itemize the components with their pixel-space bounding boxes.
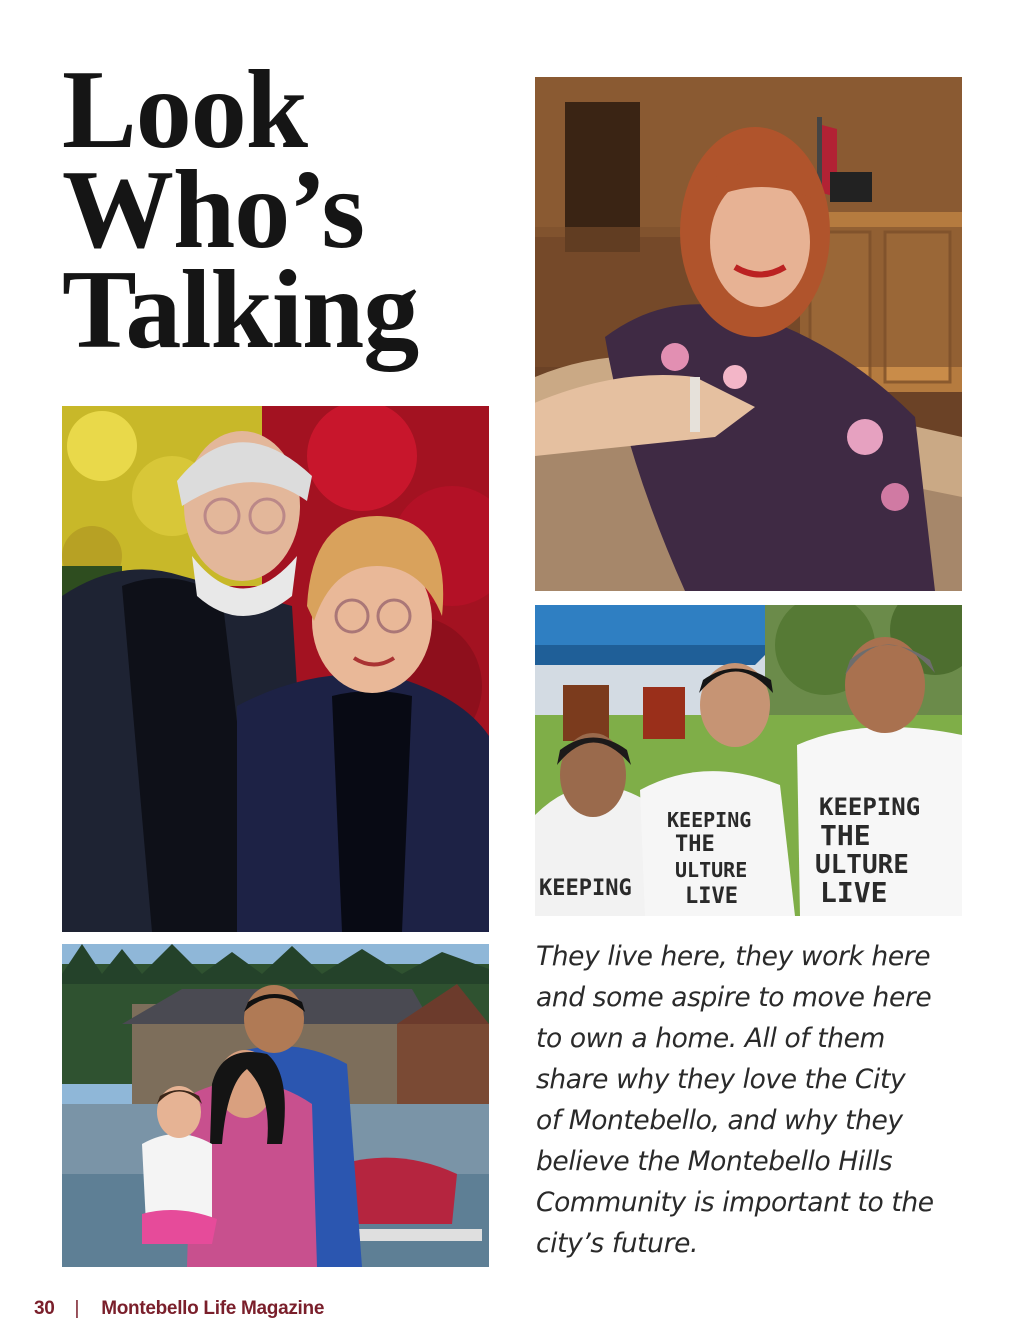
intro-line: They live here, they work here <box>536 941 931 972</box>
photo-family-lake <box>62 944 489 1267</box>
page-title <box>62 48 502 372</box>
intro-line: share why they love the City <box>536 1064 906 1095</box>
photo-woman-courtroom <box>535 77 962 591</box>
shirt-text-right: KEEPING <box>819 793 921 821</box>
svg-text:THE: THE <box>675 832 715 857</box>
svg-text:ULTURE: ULTURE <box>815 850 909 880</box>
photo-older-couple <box>62 406 489 932</box>
shirt-text-left: KEEPING <box>539 876 632 901</box>
svg-text:ULTURE: ULTURE <box>675 858 748 882</box>
intro-line: to own a home. All of them <box>536 1023 885 1054</box>
photo-festival-group <box>535 605 962 916</box>
intro-line: of Montebello, and why they <box>536 1105 903 1136</box>
title-line: Who’s <box>62 148 365 272</box>
title-line: Talking <box>62 248 419 372</box>
svg-text:LIVE: LIVE <box>820 876 888 909</box>
svg-text:LIVE: LIVE <box>685 884 738 909</box>
intro-line: Community is important to the <box>536 1187 934 1218</box>
shirt-text-middle: KEEPING <box>667 808 752 832</box>
intro-line: believe the Montebello Hills <box>536 1146 893 1177</box>
page-footer <box>34 1298 324 1320</box>
svg-text:THE: THE <box>820 819 871 852</box>
intro-paragraph <box>536 936 956 1264</box>
publication-name: Montebello Life Magazine <box>101 1298 325 1319</box>
page-number: 30 <box>34 1298 55 1319</box>
footer-separator: | <box>74 1298 80 1319</box>
intro-line: city’s future. <box>536 1228 698 1259</box>
title-line: Look <box>62 48 307 172</box>
intro-line: and some aspire to move here <box>536 982 932 1013</box>
